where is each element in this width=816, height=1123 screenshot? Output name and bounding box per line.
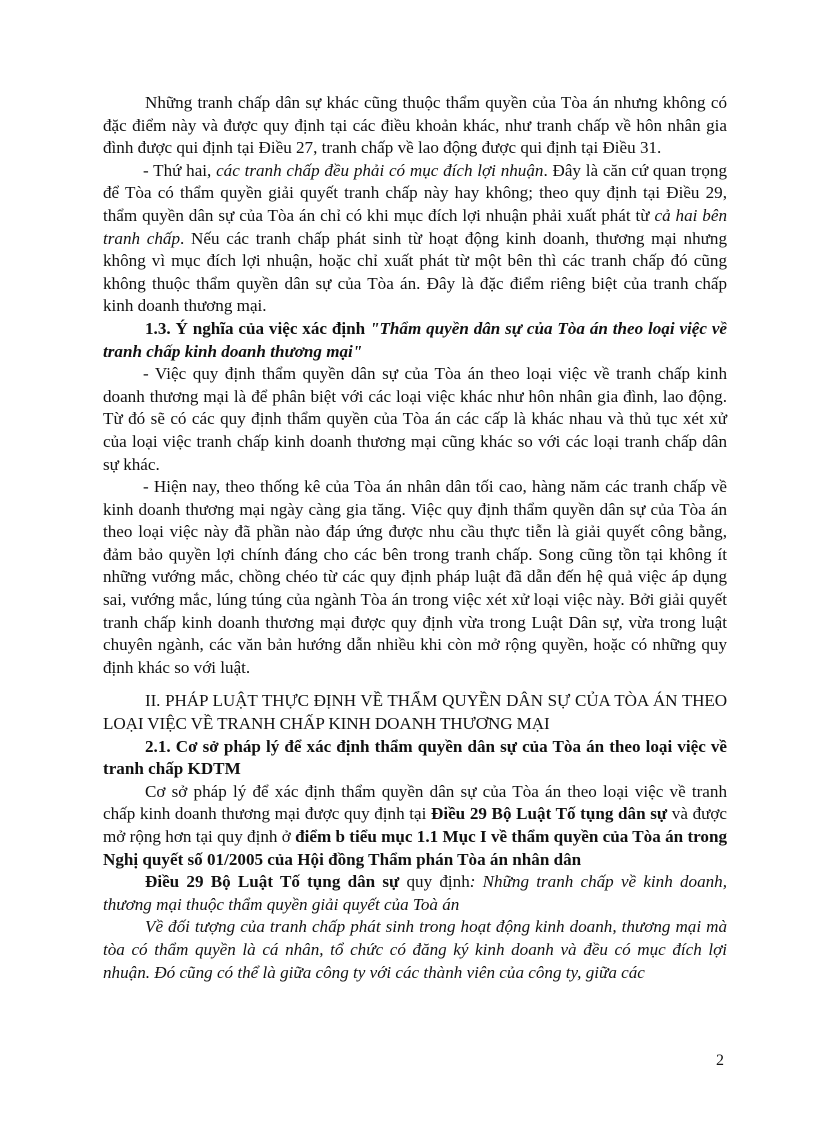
text-run: . Nếu các tranh chấp phát sinh từ hoạt động kinh doanh, thương mại nhưng không vì mục đích lợi nhuận, hoặc chỉ xuất phát từ một bên thì các tranh chấp đó cũng không thuộc thẩm quyền dân sự của Tòa án. Đây là đặc điểm riêng biệt của tranh chấp kinh doanh thương mại. bbox=[103, 228, 727, 316]
italic-phrase: : Những tranh chấp về kinh doanh, thương mại thuộc thẩm quyền giải quyết của Toà án bbox=[103, 872, 727, 914]
heading-italic-text: "Thẩm quyền dân sự của Tòa án theo loại việc về tranh chấp kinh doanh thương mại" bbox=[103, 318, 727, 361]
text-run: quy định bbox=[399, 872, 470, 892]
heading-text: 1.3. Ý nghĩa của việc xác định bbox=[145, 318, 370, 338]
paragraph-second-characteristic bbox=[103, 160, 727, 318]
paragraph-other-disputes: Những tranh chấp dân sự khác cũng thuộc thẩm quyền của Tòa án nhưng không có đặc điểm này và được quy định tại các điều khoản khác, như tranh chấp về hôn nhân gia đình được qui định tại Điều 27, tranh chấp về lao động được qui định tại Điều 31. bbox=[103, 93, 727, 158]
spacer bbox=[103, 679, 727, 690]
section-heading-1-3 bbox=[103, 318, 727, 363]
italic-phrase: cả hai bên tranh chấp bbox=[103, 205, 727, 248]
text-run: . Đây là căn cứ quan trọng để Tòa có thẩm quyền giải quyết tranh chấp này hay không; theo quy định tại Điều 29, thẩm quyền dân sự của Tòa án chỉ có khi mục đích lợi nhuận phải xuất phát từ bbox=[103, 160, 727, 225]
paragraph-subject-of-dispute: Về đối tượng của tranh chấp phát sinh trong hoạt động kinh doanh, thương mại mà tòa có thẩm quyền là cá nhân, tổ chức có đăng ký kinh doanh và đều có mục đích lợi nhuận. Đó cũng có thể là giữa công ty với các thành viên của công ty, giữa các bbox=[103, 917, 727, 982]
italic-phrase: các tranh chấp đều phải có mục đích lợi nhuận bbox=[216, 160, 544, 180]
document-body bbox=[103, 92, 727, 984]
text-run: - Thứ hai, bbox=[143, 160, 217, 180]
text-run: Cơ sở pháp lý để xác định thẩm quyền dân sự của Tòa án theo loại việc về tranh chấp kinh doanh thương mại được quy định tại bbox=[103, 781, 727, 824]
paragraph-meaning-1: - Việc quy định thẩm quyền dân sự của Tòa án theo loại việc về tranh chấp kinh doanh thương mại là để phân biệt với các loại việc khác như hôn nhân gia đình, lao động. Từ đó sẽ có các quy định thẩm quyền của Tòa án các cấp là khác nhau và thủ tục xét xử của loại việc tranh chấp kinh doanh thương mại cũng khác so với các loại tranh chấp dân sự khác. bbox=[103, 364, 727, 474]
chapter-heading-ii: II. PHÁP LUẬT THỰC ĐỊNH VỀ THẨM QUYỀN DÂN SỰ CỦA TÒA ÁN THEO LOẠI VIỆC VỀ TRANH CHẤP KINH DOANH THƯƠNG MẠI bbox=[103, 691, 727, 734]
bold-phrase: Điều 29 Bộ Luật Tố tụng dân sự bbox=[145, 872, 400, 892]
paragraph-article-29 bbox=[103, 871, 727, 916]
bold-phrase: điểm b tiểu mục 1.1 Mục I về thẩm quyền của Tòa án trong Nghị quyết số 01/2005 của Hội đồng Thẩm phán Tòa án nhân dân bbox=[103, 827, 728, 869]
page-number: 2 bbox=[716, 1052, 724, 1069]
section-heading-2-1: 2.1. Cơ sở pháp lý để xác định thẩm quyền dân sự của Tòa án theo loại việc về tranh chấp KDTM bbox=[103, 736, 727, 779]
text-run: và được mở rộng hơn tại quy định ở bbox=[103, 804, 728, 846]
bold-phrase: Điều 29 Bộ Luật Tố tụng dân sự bbox=[431, 804, 668, 824]
paragraph-meaning-2: - Hiện nay, theo thống kê của Tòa án nhân dân tối cao, hàng năm các tranh chấp về kinh doanh thương mại ngày càng gia tăng. Việc quy định thẩm quyền dân sự của Tòa án theo loại việc này đã phần nào đáp ứng được nhu cầu thực tiễn là giải quyết công bằng, đảm bảo quyền lợi chính đáng cho các bên trong tranh chấp. Song cũng tồn tại không ít những vướng mắc, chồng chéo từ các quy định pháp luật đã dẫn đến hệ quả việc áp dụng sai, vướng mắc, lúng túng của ngành Tòa án trong việc xét xử loại việc này. Bởi giải quyết tranh chấp kinh doanh thương mại được quy định vừa trong Luật Dân sự, vừa trong luật chuyên ngành, các văn bản hướng dẫn nhiều khi còn mở rộng quyền, hoặc có những quy định khác so với luật. bbox=[103, 477, 727, 677]
paragraph-legal-basis bbox=[103, 781, 727, 871]
